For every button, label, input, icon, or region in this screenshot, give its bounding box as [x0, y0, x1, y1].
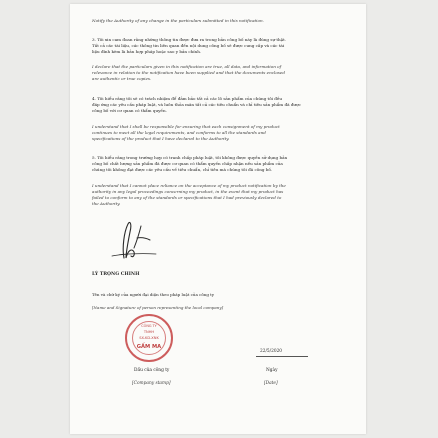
paragraph-4-vn-line-3: công bố với cơ quan có thẩm quyền. — [92, 108, 167, 113]
company-stamp-label-vn: Dấu của công ty — [134, 368, 170, 373]
paragraph-4-en-line-2: continues to meet all the legal requirements, and conforms to all the standards and — [92, 130, 266, 135]
stamp-text-top: CÔNG TY — [141, 324, 157, 328]
paragraph-5-en-line-2: authority in any legal proceedings concerning my product, in the event that my product has — [92, 189, 284, 194]
paragraph-3-en-line-1: I declare that the particulars given in this notification are true, all data, and information of — [92, 64, 282, 69]
paragraph-5-vn-line-3: chúng tôi không đạt được các yêu cầu về tiêu chuẩn, chỉ tiêu mà chúng tôi đã công bố. — [92, 167, 273, 172]
paragraph-3-en-line-3: are authentic or true copies. — [92, 76, 152, 81]
signer-caption-en: [Name and Signature of person representing the local company] — [92, 305, 224, 310]
paragraph-4-en-line-1: I understand that I shall be responsible for ensuring that each consignment of my product — [92, 124, 280, 129]
handwritten-signature — [104, 218, 164, 264]
stamp-text-main: GẤM MA — [136, 344, 162, 350]
paragraph-4-en-line-3: specifications of the product that I have declared to the Authority. — [92, 136, 230, 141]
paragraph-3-vn-line-2: Tất cả các tài liệu, các thông tin liên quan đến nội dung công bố sẽ được cung cấp và các tài — [92, 43, 285, 48]
paragraph-4-vn-line-1: 4. Tôi hiểu rằng tôi sẽ có trách nhiệm để đảm bảo tất cả các lô sản phẩm của chúng tôi đều — [92, 96, 283, 101]
signer-name: LÝ TRỌNG CHINH — [92, 272, 140, 277]
company-stamp — [125, 314, 173, 362]
paragraph-5-en-line-4: the Authority. — [92, 201, 121, 206]
document-page — [70, 4, 366, 434]
paragraph-3-vn-line-1: 3. Tôi xin cam đoan rằng những thông tin được đưa ra trong bản công bố này là đúng sự thật. — [92, 37, 287, 42]
date-label-en: [Date] — [264, 381, 278, 386]
paragraph-3-vn-line-3: liệu đính kèm là bản hợp pháp hoặc sao y bản chính. — [92, 49, 202, 54]
date-underline — [256, 356, 308, 357]
paragraph-5-en-line-3: failed to conform to any of the standards or specifications that I had previously declared to — [92, 195, 282, 200]
date-value: 22/5/2020 — [260, 349, 283, 354]
date-label-vn: Ngày — [266, 368, 278, 373]
paragraph-5-vn-line-2: công bố chất lượng sản phẩm đã được cơ quan có thẩm quyền chấp nhận nếu sản phẩm của — [92, 161, 283, 166]
notify-authority-note: Notify the Authority of any change in the particulars submitted in this notification. — [92, 18, 264, 23]
paragraph-3-en-line-2: relevance in relation to the notification have been supplied and that the documents enclosed — [92, 70, 285, 75]
paragraph-4-vn-line-2: đáp ứng các yêu cầu pháp luật, và luôn thỏa mãn tất cả các tiêu chuẩn và chỉ tiêu sản phẩm đã được — [92, 102, 301, 107]
paragraph-5-vn-line-1: 5. Tôi hiểu rằng trong trường hợp có tranh chấp pháp luật, tôi không được quyền sử dụng bản — [92, 155, 288, 160]
stamp-text-mid2: SX-KD-XNK — [139, 336, 159, 340]
stamp-text-mid1: TNHH — [143, 330, 155, 334]
paragraph-5-en-line-1: I understand that I cannot place reliance on the acceptance of my product notification by the — [92, 183, 286, 188]
company-stamp-label-en: [Company stamp] — [132, 381, 171, 386]
signer-caption-vn: Tên và chữ ký của người đại diện theo pháp luật của công ty — [92, 292, 215, 297]
